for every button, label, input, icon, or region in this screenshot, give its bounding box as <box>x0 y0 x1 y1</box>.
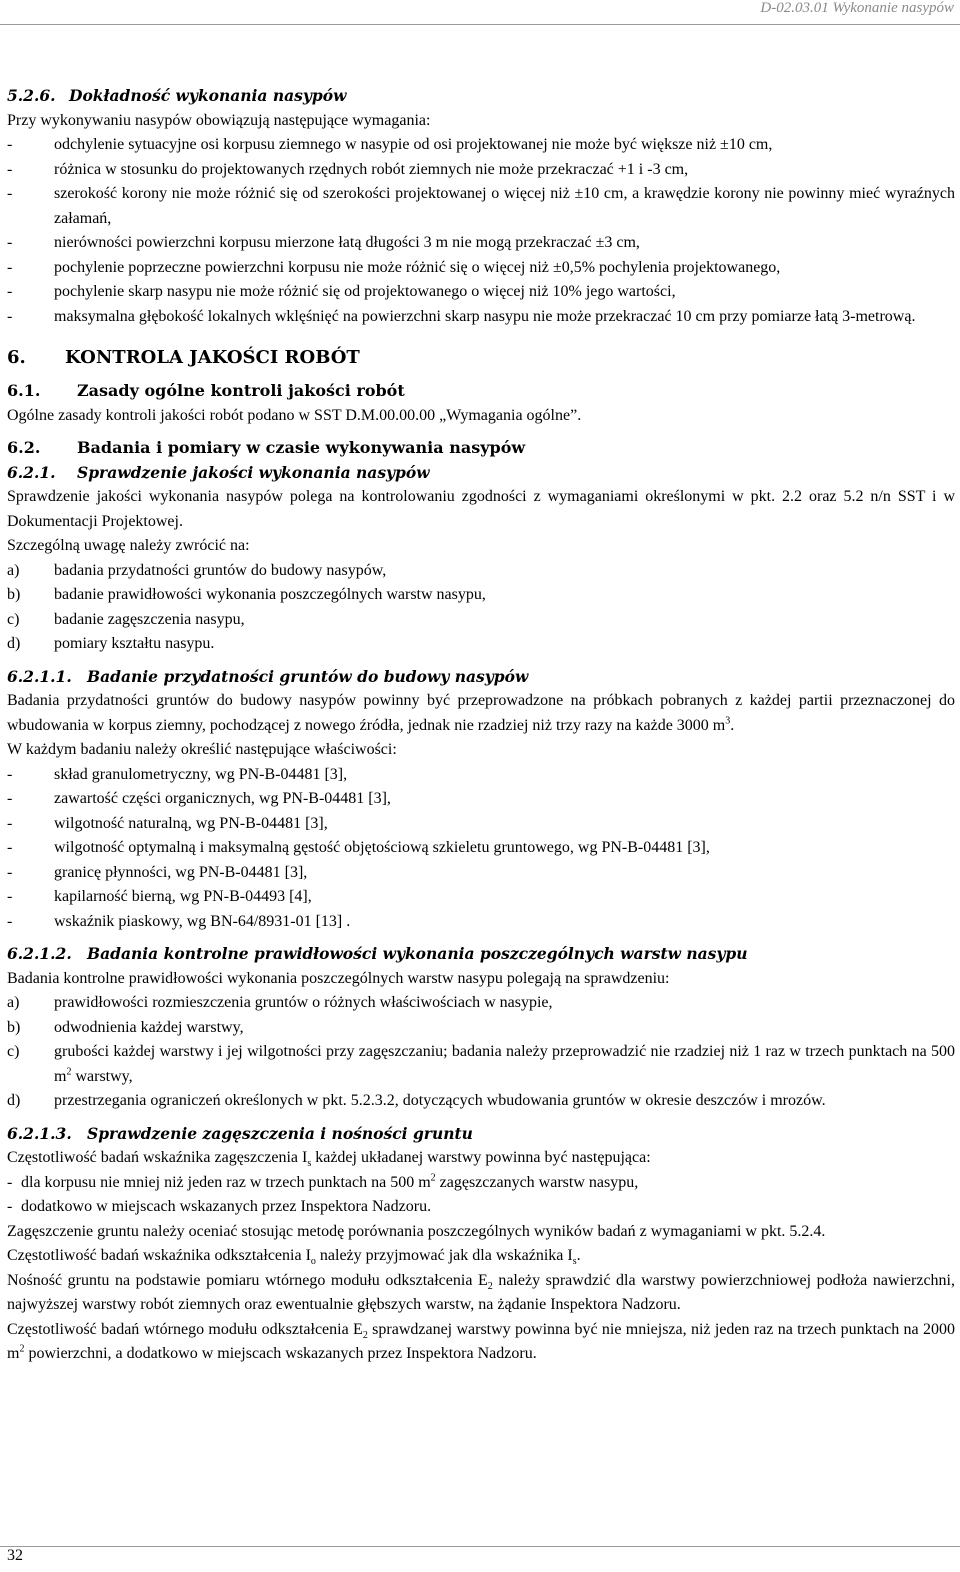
running-header: D-02.03.01 Wykonanie nasypów <box>760 0 954 16</box>
list-item: - odchylenie sytuacyjne osi korpusu ziemnego w nasypie od osi projektowanej nie może być większe niż ±10 cm, <box>7 136 773 153</box>
header-divider <box>0 24 960 25</box>
section-6-2-1-2-list <box>7 991 955 1114</box>
section-6-2-1-1-lead: W każdym badaniu należy określić następujące właściwości: <box>7 741 397 758</box>
list-item: a) badania przydatności gruntów do budowy nasypów, <box>7 561 387 579</box>
list-item: - szerokość korony nie może różnić się od szerokości projektowanej o więcej niż ±10 cm, a krawędzie korony nie powinny mieć wyraźnych załamań, <box>7 185 955 227</box>
section-6-2-1-list <box>7 559 955 657</box>
section-6-2-1-text: Sprawdzenie jakości wykonania nasypów polega na kontrolowaniu zgodności z wymaganiami określonymi w pkt. 2.2 oraz 5.2 n/n SST i w Dokumentacji Projektowej. <box>7 488 955 530</box>
section-6-1-text: Ogólne zasady kontroli jakości robót podano w SST D.M.00.00.00 „Wymagania ogólne”. <box>7 406 582 424</box>
section-6-2-1-2-heading: 6.2.1.2. Badania kontrolne prawidłowości wykonania poszczególnych warstw nasypu <box>7 944 748 963</box>
list-item: - dodatkowo w miejscach wskazanych przez Inspektora Nadzoru. <box>7 1198 432 1215</box>
list-item: - dla korpusu nie mniej niż jeden raz w trzech punktach na 500 $m^2$ zagęszczanych warstw nasypu, <box>7 1172 639 1191</box>
list-item: a) prawidłowości rozmieszczenia gruntów o różnych właściwościach w nasypie, <box>7 994 553 1011</box>
footer-divider <box>0 1546 960 1547</box>
section-6-2-1-3-p5: Częstotliwość badań wtórnego modułu odkształcenia $E_2$ sprawdzanej warstwy powinna być nie mniejsza, niż jeden raz na trzech punktach na 2000 $m^2$ powierzchni, a dodatkowo w miejscach wskazanych przez Inspektora Nadzoru. <box>7 1320 955 1362</box>
list-item: c) grubości każdej warstwy i jej wilgotności przy zagęszczaniu; badania należy przeprowadzić nie rzadziej niż 1 raz w trzech punktach na 500 $m^2$ warstwy, <box>7 1043 955 1085</box>
section-6-2-1-3-p3: Częstotliwość badań wskaźnika odkształcenia $I_o$ należy przyjmować jak dla wskaźnika $I_s$. <box>7 1247 581 1268</box>
list-item: - granicę płynności, wg PN-B-04481 [3], <box>7 863 308 881</box>
list-item: - maksymalna głębokość lokalnych wklęśnięć na powierzchni skarp nasypu nie może przekraczać 10 cm przy pomiarze łatą 3-metrową. <box>7 307 916 325</box>
list-item: - pochylenie skarp nasypu nie może różnić się od projektowanego o więcej niż 10% jego wartości, <box>7 283 676 300</box>
list-item: - wskaźnik piaskowy, wg BN-64/8931-01 [13] . <box>7 912 351 930</box>
section-5-2-6-list <box>7 133 955 329</box>
list-item: - wilgotność optymalną i maksymalną gęstość objętościową szkieletu gruntowego, wg PN-B-04481 [3], <box>7 839 710 856</box>
section-6-2-1-1-heading: 6.2.1.1. Badanie przydatności gruntów do budowy nasypów <box>7 666 529 686</box>
section-6-2-1-2-lead: Badania kontrolne prawidłowości wykonania poszczególnych warstw nasypu polegają na sprawdzeniu: <box>7 969 670 987</box>
list-item: c) badanie zagęszczenia nasypu, <box>7 610 245 628</box>
list-item: - skład granulometryczny, wg PN-B-04481 [3], <box>7 765 348 783</box>
section-6-2-1-3-p1: Częstotliwość badań wskaźnika zagęszczenia $I_s$ każdej układanej warstwy powinna być następująca: <box>7 1149 651 1170</box>
list-item: b) odwodnienia każdej warstwy, <box>7 1018 244 1036</box>
section-6-2-1-3-p2: Zagęszczenie gruntu należy oceniać stosując metodę porównania poszczególnych wyników badań z wymaganiami w pkt. 5.2.4. <box>7 1222 826 1240</box>
section-5-2-6-heading: 5.2.6. Dokładność wykonania nasypów <box>7 86 347 105</box>
list-item: - wilgotność naturalną, wg PN-B-04481 [3], <box>7 814 328 832</box>
section-6-2-heading: 6.2. Badania i pomiary w czasie wykonywania nasypów <box>7 438 526 457</box>
section-6-2-1-heading: 6.2.1. Sprawdzenie jakości wykonania nasypów <box>7 462 430 482</box>
page-number: 32 <box>7 1547 23 1564</box>
list-item: d) pomiary kształtu nasypu. <box>7 635 215 652</box>
section-6-1-heading: 6.1. Zasady ogólne kontroli jakości robót <box>7 381 405 400</box>
list-item: - kapilarność bierną, wg PN-B-04493 [4], <box>7 888 312 905</box>
section-6-2-1-3-heading: 6.2.1.3. Sprawdzenie zagęszczenia i nośności gruntu <box>7 1123 473 1143</box>
section-6-2-1-1-list <box>7 763 955 935</box>
document-body <box>7 84 955 1367</box>
section-6-2-1-3-p4: Nośność gruntu na podstawie pomiaru wtórnego modułu odkształcenia $E_2$ należy sprawdzić dla warstwy powierzchniowej podłoża nawierzchni, najwyższej warstwy robót ziemnych oraz ewentualnie głębszych warstw, na żądanie Inspektora Nadzoru. <box>7 1271 956 1313</box>
section-6-2-1-1-text: Badania przydatności gruntów do budowy nasypów powinny być przeprowadzone na próbkach pobranych z każdej partii przeznaczonej do wbudowania w korpus ziemny, pochodzącej z nowego źródła, jednak nie rzadziej niż trzy razy na każde 3000 $m^3$. <box>7 692 955 734</box>
list-item: - zawartość części organicznych, wg PN-B-04481 [3], <box>7 790 391 807</box>
list-item: b) badanie prawidłowości wykonania poszczególnych warstw nasypu, <box>7 586 486 603</box>
list-item: - pochylenie poprzeczne powierzchni korpusu nie może różnić się o więcej niż ±0,5% pochylenia projektowanego, <box>7 258 781 276</box>
section-6-2-1-attention: Szczególną uwagę należy zwrócić na: <box>7 537 250 554</box>
list-item: - nierówności powierzchni korpusu mierzone łatą długości 3 m nie mogą przekraczać ±3 cm, <box>7 234 640 251</box>
list-item: - różnica w stosunku do projektowanych rzędnych robót ziemnych nie może przekraczać +1 i -3 cm, <box>7 160 689 178</box>
list-item: d) przestrzegania ograniczeń określonych w pkt. 5.2.3.2, dotyczących wbudowania gruntów w okresie deszczów i mrozów. <box>7 1092 826 1109</box>
section-5-2-6-intro: Przy wykonywaniu nasypów obowiązują następujące wymagania: <box>7 111 431 129</box>
section-6-heading: 6. KONTROLA JAKOŚCI ROBÓT <box>7 347 360 368</box>
